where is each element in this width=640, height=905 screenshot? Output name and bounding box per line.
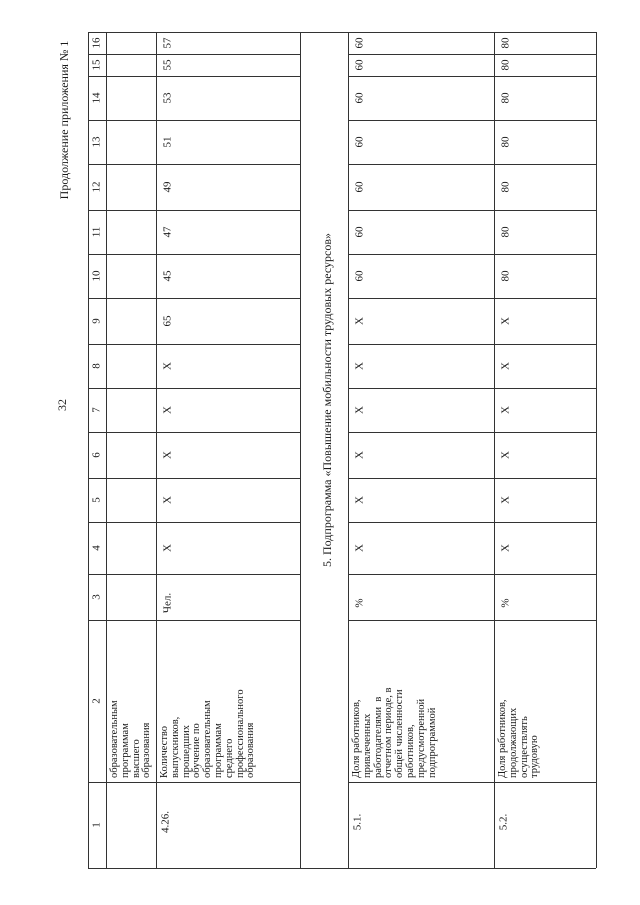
- grid-line: [300, 32, 301, 868]
- continuation-header: Продолжение приложения № 1: [57, 40, 71, 200]
- value-cell: 45: [161, 270, 174, 282]
- value-cell: X: [499, 544, 512, 552]
- grid-line: [106, 32, 107, 868]
- grid-line: [348, 32, 596, 33]
- grid-line: [348, 32, 349, 868]
- grid-line: [156, 32, 157, 868]
- column-header-1: 1: [90, 822, 103, 828]
- grid-line: [348, 620, 596, 621]
- column-header-4: 4: [90, 545, 103, 551]
- column-header-16: 16: [90, 37, 103, 49]
- value-cell: X: [353, 317, 366, 325]
- row-name: образовательным программам высшего образования: [109, 700, 153, 778]
- row-unit: %: [499, 598, 512, 608]
- column-header-12: 12: [90, 181, 103, 193]
- grid-line: [348, 210, 596, 211]
- grid-line: [348, 344, 596, 345]
- value-cell: 60: [353, 92, 366, 104]
- grid-line: [348, 868, 596, 869]
- column-header-11: 11: [90, 226, 103, 238]
- row-name: Доля работников, привлеченных работодателями в отчетном периоде, в общей численности работников, предусмотренной подпрограммой: [351, 687, 438, 778]
- grid-line: [88, 522, 300, 523]
- grid-line: [348, 120, 596, 121]
- grid-line: [348, 298, 596, 299]
- grid-line: [88, 32, 300, 33]
- section-heading: 5. Подпрограмма «Повышение мобильности трудовых ресурсов»: [320, 232, 334, 568]
- value-cell: X: [353, 362, 366, 370]
- value-cell: 55: [161, 59, 174, 71]
- grid-line: [88, 210, 300, 211]
- value-cell: 80: [499, 226, 512, 238]
- value-cell: 80: [499, 59, 512, 71]
- grid-line: [88, 32, 89, 868]
- grid-line: [88, 620, 300, 621]
- value-cell: X: [499, 496, 512, 504]
- value-cell: X: [161, 544, 174, 552]
- column-header-7: 7: [90, 407, 103, 413]
- row-name: Количество выпускников, прошедших обучение по образовательным программам среднего профессионального образования: [159, 689, 257, 778]
- column-header-2: 2: [90, 698, 103, 704]
- grid-line: [300, 868, 348, 869]
- value-cell: X: [161, 362, 174, 370]
- value-cell: X: [353, 544, 366, 552]
- page-number: 32: [55, 399, 69, 411]
- value-cell: 60: [353, 270, 366, 282]
- column-header-9: 9: [90, 318, 103, 324]
- grid-line: [88, 782, 300, 783]
- row-number: 5.2.: [497, 813, 510, 831]
- grid-line: [596, 32, 597, 868]
- grid-line: [348, 54, 596, 55]
- value-cell: X: [499, 451, 512, 459]
- column-header-14: 14: [90, 92, 103, 104]
- grid-line: [88, 868, 300, 869]
- column-header-13: 13: [90, 136, 103, 148]
- value-cell: 60: [353, 59, 366, 71]
- value-cell: 49: [161, 181, 174, 193]
- grid-line: [88, 432, 300, 433]
- value-cell: X: [353, 496, 366, 504]
- grid-line: [88, 388, 300, 389]
- column-header-5: 5: [90, 497, 103, 503]
- column-header-15: 15: [90, 59, 103, 71]
- grid-line: [348, 76, 596, 77]
- row-number: 4.26.: [159, 811, 172, 833]
- value-cell: X: [161, 406, 174, 414]
- value-cell: X: [161, 451, 174, 459]
- row-unit: Чел.: [161, 592, 174, 614]
- row-name: Доля работников, продолжающих осуществлять трудовую: [497, 699, 541, 778]
- value-cell: 53: [161, 92, 174, 104]
- grid-line: [300, 32, 348, 33]
- grid-line: [88, 164, 300, 165]
- value-cell: X: [353, 406, 366, 414]
- grid-line: [348, 574, 596, 575]
- value-cell: 80: [499, 37, 512, 49]
- grid-line: [88, 254, 300, 255]
- grid-line: [348, 522, 596, 523]
- value-cell: 57: [161, 37, 174, 49]
- grid-line: [88, 120, 300, 121]
- row-number: 5.1.: [351, 813, 364, 831]
- grid-line: [494, 32, 495, 868]
- column-header-10: 10: [90, 270, 103, 282]
- value-cell: 80: [499, 181, 512, 193]
- value-cell: 80: [499, 136, 512, 148]
- value-cell: X: [499, 317, 512, 325]
- grid-line: [88, 574, 300, 575]
- grid-line: [88, 54, 300, 55]
- grid-line: [348, 432, 596, 433]
- value-cell: 60: [353, 226, 366, 238]
- grid-line: [88, 76, 300, 77]
- grid-line: [348, 164, 596, 165]
- value-cell: 60: [353, 37, 366, 49]
- value-cell: X: [353, 451, 366, 459]
- value-cell: X: [161, 496, 174, 504]
- grid-line: [348, 388, 596, 389]
- column-header-3: 3: [90, 594, 103, 600]
- value-cell: X: [499, 362, 512, 370]
- value-cell: 60: [353, 181, 366, 193]
- grid-line: [88, 344, 300, 345]
- value-cell: 60: [353, 136, 366, 148]
- value-cell: X: [499, 406, 512, 414]
- value-cell: 51: [161, 136, 174, 148]
- column-header-6: 6: [90, 452, 103, 458]
- column-header-8: 8: [90, 363, 103, 369]
- value-cell: 65: [161, 315, 174, 327]
- grid-line: [88, 298, 300, 299]
- value-cell: 47: [161, 226, 174, 238]
- grid-line: [348, 782, 596, 783]
- row-unit: %: [353, 598, 366, 608]
- value-cell: 80: [499, 270, 512, 282]
- grid-line: [88, 478, 300, 479]
- grid-line: [348, 254, 596, 255]
- grid-line: [348, 478, 596, 479]
- value-cell: 80: [499, 92, 512, 104]
